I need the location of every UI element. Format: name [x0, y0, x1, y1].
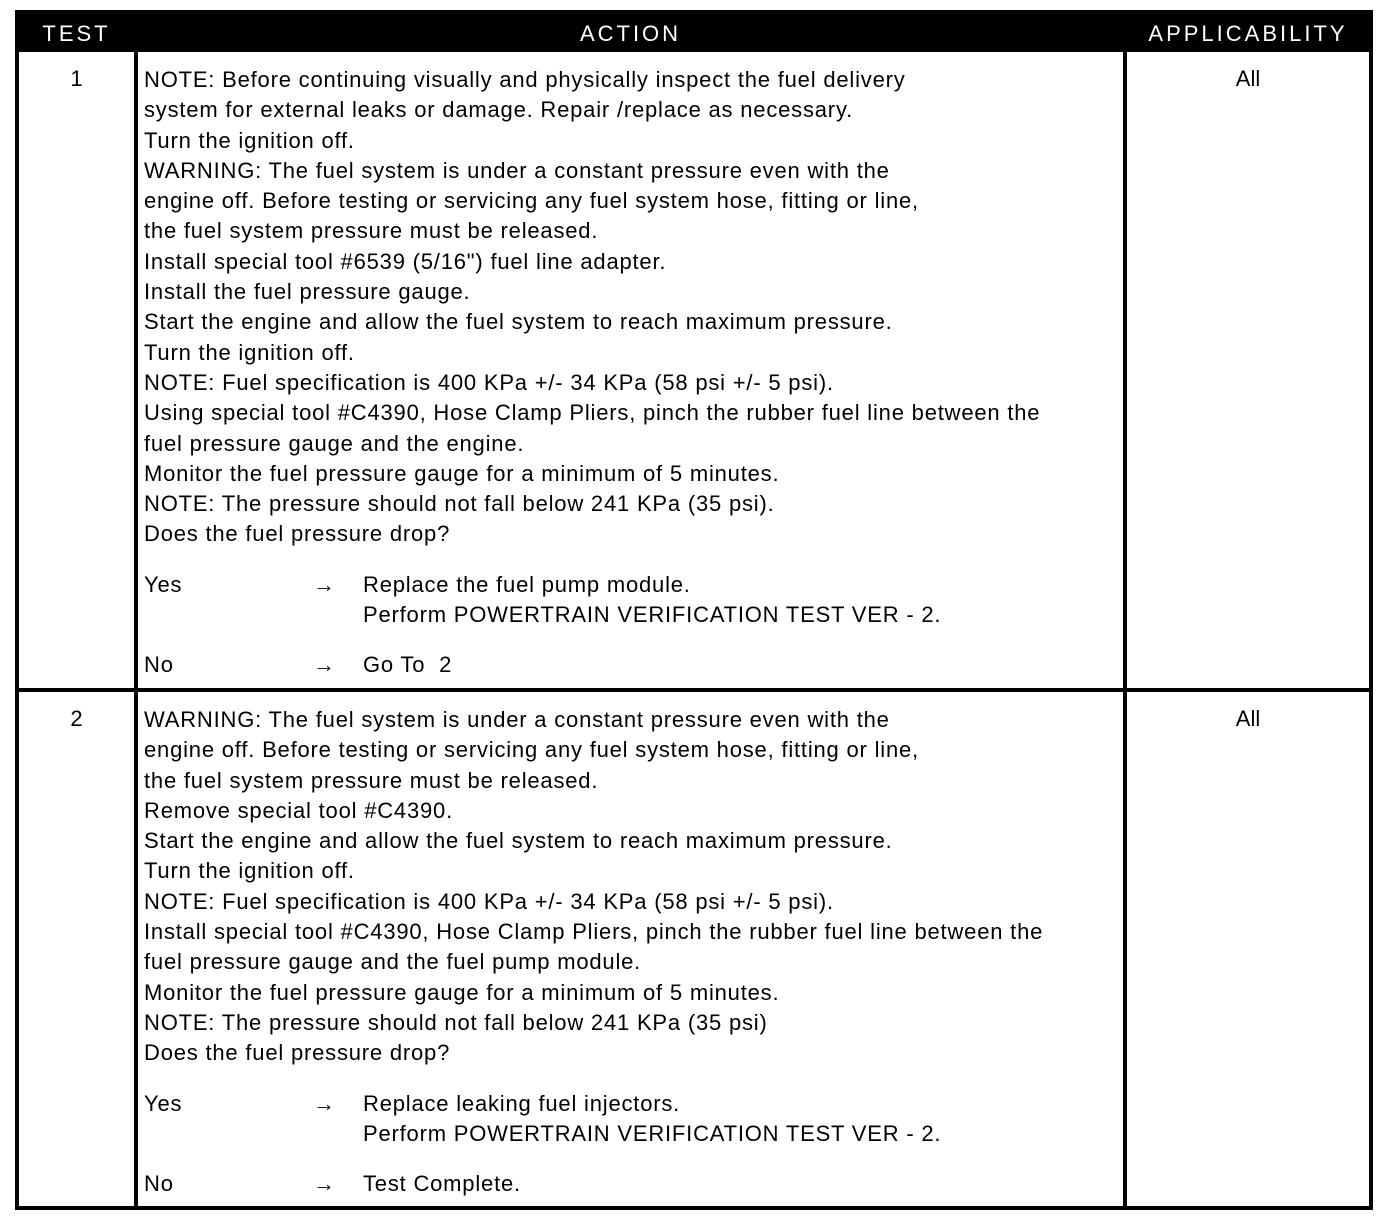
- action-line: Does the fuel pressure drop?: [144, 1040, 451, 1066]
- action-line: Install special tool #6539 (5/16") fuel line adapter.: [144, 248, 667, 274]
- yes-action-line: Perform POWERTRAIN VERIFICATION TEST VER - 2.: [363, 602, 942, 628]
- action-line: NOTE: Fuel specification is 400 KPa +/- 34 KPa (58 psi +/- 5 psi).: [144, 888, 834, 914]
- no-branch: [144, 1169, 1118, 1199]
- no-action-line: Test Complete.: [363, 1171, 521, 1197]
- action-line: Turn the ignition off.: [144, 858, 355, 884]
- action-line: system for external leaks or damage. Repair /replace as necessary.: [144, 97, 854, 123]
- action-text: [144, 705, 1118, 1199]
- action-line: Does the fuel pressure drop?: [144, 521, 451, 547]
- right-arrow-icon: →: [313, 1090, 336, 1116]
- test-number: 2: [70, 706, 83, 731]
- action-text: [144, 65, 1118, 681]
- action-line: NOTE: The pressure should not fall below 241 KPa (35 psi): [144, 1009, 768, 1035]
- action-line: Install special tool #C4390, Hose Clamp Pliers, pinch the rubber fuel line between the: [144, 919, 1044, 945]
- action-line: Turn the ignition off.: [144, 339, 355, 365]
- applicability-value: All: [1235, 66, 1261, 91]
- column-divider: [134, 52, 138, 1210]
- yes-action-line: Replace the fuel pump module.: [363, 571, 691, 597]
- action-line: engine off. Before testing or servicing any fuel system hose, fitting or line,: [144, 737, 919, 763]
- action-line: the fuel system pressure must be released.: [144, 218, 599, 244]
- action-line: Start the engine and allow the fuel system to reach maximum pressure.: [144, 828, 893, 854]
- action-line: NOTE: Before continuing visually and physically inspect the fuel delivery: [144, 67, 906, 92]
- action-line: NOTE: The pressure should not fall below 241 KPa (35 psi).: [144, 491, 775, 517]
- yes-label: Yes: [144, 1090, 183, 1116]
- action-line: Install the fuel pressure gauge.: [144, 279, 471, 305]
- yes-label: Yes: [144, 571, 183, 597]
- action-line: NOTE: Fuel specification is 400 KPa +/- 34 KPa (58 psi +/- 5 psi).: [144, 369, 834, 395]
- action-line: fuel pressure gauge and the engine.: [144, 430, 525, 456]
- header-test: TEST: [42, 21, 111, 46]
- action-line: Remove special tool #C4390.: [144, 797, 453, 823]
- column-divider: [1123, 52, 1127, 1210]
- no-action-line: Go To 2: [363, 652, 453, 678]
- action-line: fuel pressure gauge and the fuel pump module.: [144, 949, 642, 975]
- action-line: Start the engine and allow the fuel system to reach maximum pressure.: [144, 309, 893, 335]
- action-line: Monitor the fuel pressure gauge for a minimum of 5 minutes.: [144, 979, 780, 1005]
- action-line: WARNING: The fuel system is under a constant pressure even with the: [144, 707, 890, 732]
- right-arrow-icon: →: [313, 652, 336, 678]
- action-line: Turn the ignition off.: [144, 127, 355, 153]
- action-line: the fuel system pressure must be released.: [144, 767, 599, 793]
- right-arrow-icon: →: [313, 571, 336, 597]
- header-applicability: APPLICABILITY: [1148, 21, 1348, 46]
- right-arrow-icon: →: [313, 1171, 336, 1197]
- no-label: No: [144, 1171, 174, 1197]
- no-label: No: [144, 652, 174, 678]
- test-number: 1: [70, 66, 83, 91]
- header-action: ACTION: [579, 21, 682, 46]
- yes-branch: [144, 1089, 1118, 1150]
- action-line: Using special tool #C4390, Hose Clamp Pliers, pinch the rubber fuel line between the: [144, 400, 1041, 426]
- table-header: [19, 14, 1369, 52]
- yes-branch: [144, 570, 1118, 631]
- no-branch: [144, 650, 1118, 680]
- diagnostic-table: [15, 10, 1373, 1210]
- action-line: Monitor the fuel pressure gauge for a minimum of 5 minutes.: [144, 460, 780, 486]
- yes-action-line: Replace leaking fuel injectors.: [363, 1090, 681, 1116]
- action-line: engine off. Before testing or servicing any fuel system hose, fitting or line,: [144, 188, 919, 214]
- yes-action-line: Perform POWERTRAIN VERIFICATION TEST VER - 2.: [363, 1120, 942, 1146]
- action-line: WARNING: The fuel system is under a constant pressure even with the: [144, 157, 890, 183]
- applicability-value: All: [1235, 706, 1261, 731]
- row-divider: [19, 688, 1369, 692]
